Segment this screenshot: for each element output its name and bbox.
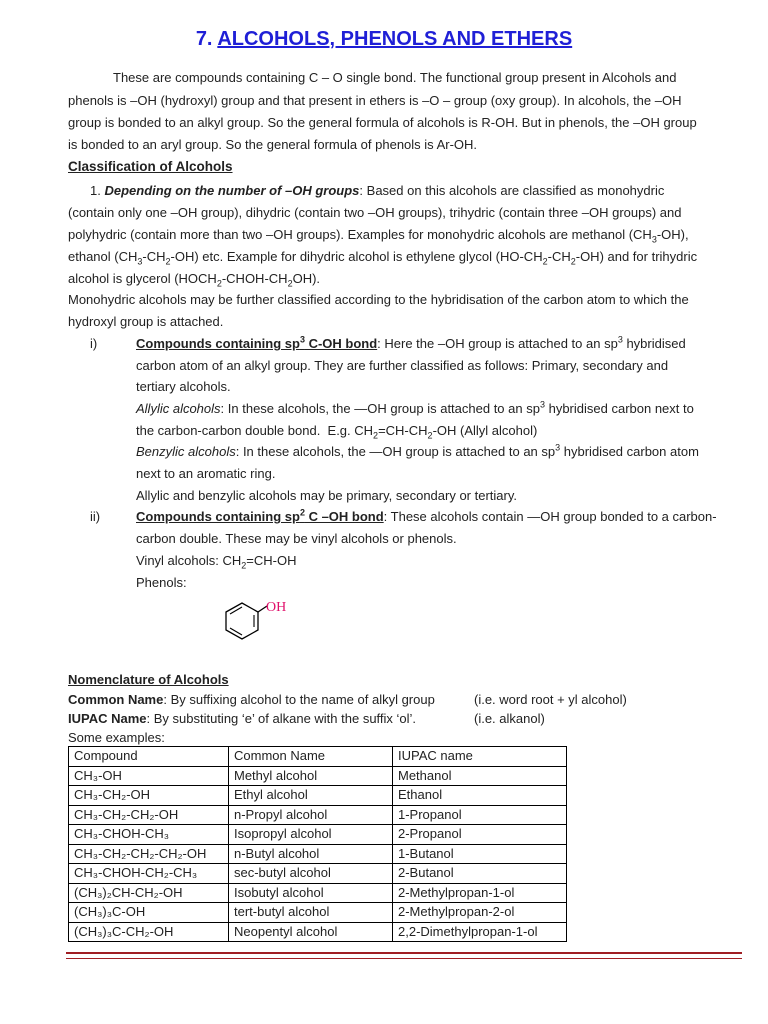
point1-number: 1. [90,183,101,198]
compound-cell: (CH₃)₃C-OH [69,903,229,923]
point1-line: ethanol $(CH_3-CH_2-OH)$ etc. Example for dihydric alcohol is ethylene glycol $(HO-CH_2-CH_2-OH)$ and for trihydric [68,249,698,267]
allylic-line: Allylic alcohols: In these alcohols, the —OH group is attached to an $sp^3$ hybridised carbon next to [136,399,694,416]
allylic-label: Allylic alcohols [136,401,221,416]
point1-line: (contain only one –OH group), dihydric (contain two –OH groups), trihydric (contain three –OH groups) and [68,205,682,220]
common-name-label: Common Name [68,692,164,707]
common-name-cell: sec-butyl alcohol [229,864,393,884]
table-row [69,805,567,825]
benzylic-label: Benzylic alcohols [136,444,236,459]
table-row [69,786,567,806]
iupac-name-cell: 2-Methylpropan-1-ol [393,883,567,903]
table-row [69,903,567,923]
table-row [69,825,567,845]
benzylic-line: Benzylic alcohols: In these alcohols, the —OH group is attached to an $sp^3$ hybridised carbon atom [136,442,699,459]
common-name-cell: Ethyl alcohol [229,786,393,806]
intro-line: These are compounds containing C – O single bond. The functional group present in Alcohols and [113,70,677,85]
common-name-cell: tert-butyl alcohol [229,903,393,923]
benzene-ring [226,603,258,639]
nomenclature-heading: Nomenclature of Alcohols [68,672,229,687]
compound-cell: CH₃-CH₂-CH₂-OH [69,805,229,825]
compound-cell: CH₃-CHOH-CH₃ [69,825,229,845]
compound-cell: (CH₃)₃C-CH₂-OH [69,922,229,942]
compound-cell: (CH₃)₂CH-CH₂-OH [69,883,229,903]
common-name-cell: Neopentyl alcohol [229,922,393,942]
iupac-name-cell: 2-Butanol [393,864,567,884]
item-ii-title: Compounds containing $sp^2$ C –OH bond [136,507,384,524]
common-name-cell: Isopropyl alcohol [229,825,393,845]
item-i-line: carbon atom of an alkyl group. They are further classified as follows: Primary, secondary and [136,358,669,373]
compound-cell: CH₃-CH₂-CH₂-CH₂-OH [69,844,229,864]
point1-line: polyhydric (contain more than two –OH groups). Examples for monohydric alcohols are methanol $(CH_3-OH)$, [68,227,689,245]
common-name-cell: Isobutyl alcohol [229,883,393,903]
iupac-name-line: IUPAC Name: By substituting ‘e’ of alkane with the suffix ‘ol’. [68,711,417,726]
common-name-cell: Methyl alcohol [229,766,393,786]
table-row [69,922,567,942]
footer-rule [66,952,742,959]
common-name-line: Common Name: By suffixing alcohol to the name of alkyl group [68,692,435,707]
compound-cell: CH₃-CHOH-CH₂-CH₃ [69,864,229,884]
page-title [0,28,768,51]
iupac-name-label: IUPAC Name [68,711,147,726]
iupac-name-cell: 2-Propanol [393,825,567,845]
table-header-row [69,747,567,767]
intro-line: group is bonded to an alkyl group. So the general formula of alcohols is R-OH. But in phenols, the –OH group [68,115,697,130]
iupac-name-cell: 2,2-Dimethylpropan-1-ol [393,922,567,942]
phenols-label: Phenols: [136,575,187,590]
item-i-marker: i) [90,336,98,351]
alcohols-table [68,746,567,942]
intro-line: is bonded to an aryl group. So the general formula of phenols is Ar-OH. [68,137,478,152]
mono-para-line: Monohydric alcohols may be further classified according to the hybridisation of the carbon atom to which the [68,292,689,307]
mono-para-line: hydroxyl group is attached. [68,314,224,329]
point1-title: Depending on the number of –OH groups [104,183,360,198]
iupac-name-cell: Methanol [393,766,567,786]
allylic-example: the carbon-carbon double bond. E.g. $CH_2=CH-CH_2-OH$ (Allyl alcohol) [136,423,538,441]
item-ii-marker: ii) [90,509,101,524]
examples-label: Some examples: [68,730,165,745]
intro-line: phenols is –OH (hydroxyl) group and that present in ethers is –O – group (oxy group). In alcohols, the –OH [68,93,682,108]
table-row [69,883,567,903]
item-ii-first-line: Compounds containing $sp^2$ C –OH bond: These alcohols contain —OH group bonded to a carbon- [136,507,717,524]
table-row [69,844,567,864]
table-row [69,766,567,786]
common-name-cell: n-Butyl alcohol [229,844,393,864]
item-ii-line: carbon double. These may be vinyl alcohols or phenols. [136,531,457,546]
chapter-number: 7. [195,28,213,50]
point1-line: alcohol is glycerol $(HOCH_2-CHOH-CH_2OH)$. [68,271,321,289]
oh-label: OH [266,600,287,615]
iupac-name-cell: Ethanol [393,786,567,806]
phenol-structure [208,596,298,656]
iupac-name-cell: 1-Propanol [393,805,567,825]
iupac-name-cell: 1-Butanol [393,844,567,864]
table-header-cell: IUPAC name [393,747,567,767]
point1-first-line [90,182,664,200]
vinyl-alcohols: Vinyl alcohols: $CH_2=CH-OH$ [136,553,297,571]
iupac-name-note: (i.e. alkanol) [474,711,545,726]
allylic-benzylic-note: Allylic and benzylic alcohols may be primary, secondary or tertiary. [136,488,517,503]
table-header-cell: Compound [69,747,229,767]
item-i-line: tertiary alcohols. [136,379,231,394]
table-header-cell: Common Name [229,747,393,767]
classification-heading: Classification of Alcohols [68,159,233,174]
item-i-first-line: Compounds containing $sp^3$ C-OH bond: Here the –OH group is attached to an $sp^3$ hybridised [136,334,686,351]
benzylic-line2: next to an aromatic ring. [136,466,276,481]
item-i-title: Compounds containing $sp^3$ C-OH bond [136,334,378,351]
point1-rest: : Based on this alcohols are classified as monohydric [359,183,665,198]
compound-cell: CH₃-CH₂-OH [69,786,229,806]
compound-cell: CH₃-OH [69,766,229,786]
iupac-name-cell: 2-Methylpropan-2-ol [393,903,567,923]
common-name-note: (i.e. word root + yl alcohol) [474,692,627,707]
chapter-title: ALCOHOLS, PHENOLS AND ETHERS [217,28,573,50]
common-name-cell: n-Propyl alcohol [229,805,393,825]
table-row [69,864,567,884]
